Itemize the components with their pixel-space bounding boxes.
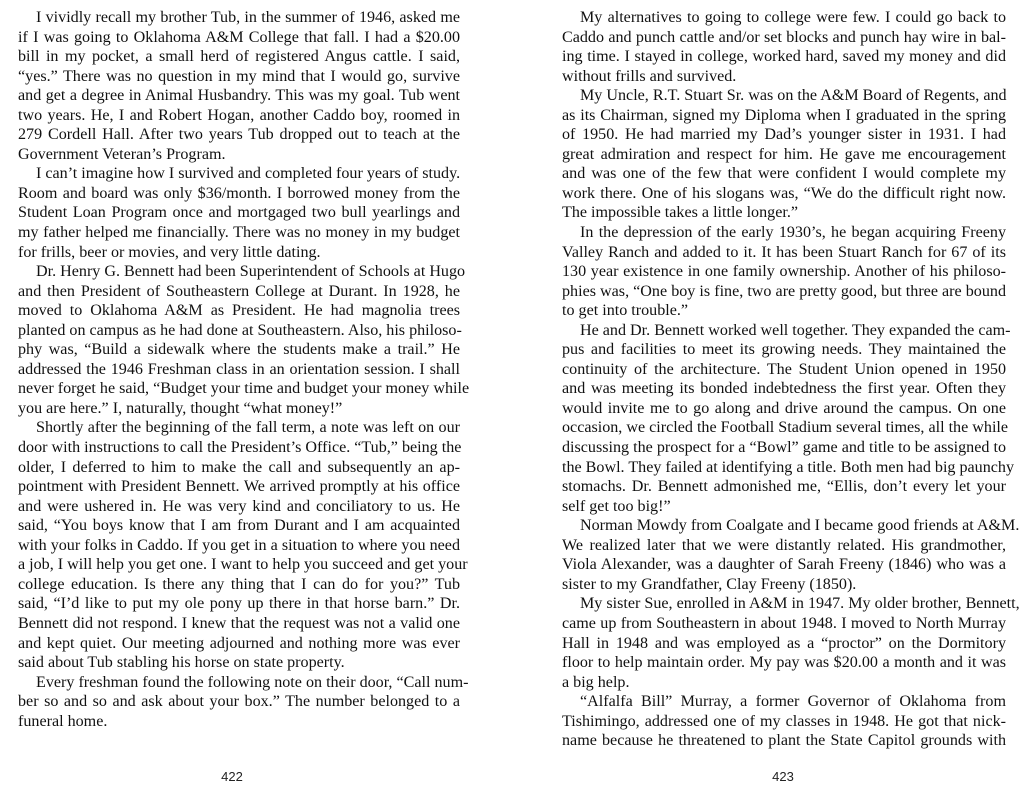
- text-line: door with instructions to call the President’s Office. “Tub,” being the: [18, 439, 462, 457]
- text-line: funeral home.: [18, 712, 108, 730]
- text-line: my father helped me financially. There was no money in my budget: [18, 224, 460, 242]
- text-line: as its Chairman, signed my Diploma when I graduated in the spring: [562, 106, 1006, 124]
- text-line: phies was, “One boy is fine, two are pretty good, but three are bound: [562, 282, 1006, 300]
- text-line: Every freshman found the following note on their door, “Call num-: [36, 673, 469, 691]
- text-line: ing time. I stayed in college, worked hard, saved my money and did: [562, 48, 1006, 66]
- text-line: older, I deferred to him to make the call and subsequently an ap-: [18, 458, 460, 476]
- page-number: 423: [772, 769, 794, 784]
- paragraph: [18, 673, 469, 732]
- right-page-text: [562, 8, 1020, 751]
- text-line: 279 Cordell Hall. After two years Tub dropped out to teach at the: [18, 126, 460, 144]
- text-line: “yes.” There was no question in my mind that I would go, survive: [18, 67, 460, 85]
- text-line: “Alfalfa Bill” Murray, a former Governor of Oklahoma from: [580, 693, 1006, 711]
- text-line: My Uncle, R.T. Stuart Sr. was on the A&M Board of Regents, and: [580, 87, 1007, 105]
- paragraph: [562, 223, 1006, 321]
- text-line: if I was going to Oklahoma A&M College that fall. I had a $20.00: [18, 28, 460, 46]
- text-line: pointment with President Bennett. We arrived promptly at his office: [18, 478, 460, 496]
- paragraph: [18, 418, 468, 672]
- text-line: would invite me to go along and drive around the campus. On one: [562, 399, 1006, 417]
- text-line: came up from Southeastern in about 1948. I moved to North Murray: [562, 614, 1006, 632]
- text-line: the Bowl. They failed at identifying a title. Both men had big paunchy: [562, 458, 1015, 476]
- paragraph: [562, 321, 1015, 516]
- text-line: Norman Mowdy from Coalgate and I became good friends at A&M.: [580, 517, 1020, 535]
- text-line: My alternatives to going to college were few. I could go back to: [580, 9, 1006, 26]
- text-line: Dr. Henry G. Bennett had been Superintendent of Schools at Hugo: [36, 263, 466, 281]
- text-line: said, “You boys know that I am from Durant and I am acquainted: [18, 517, 460, 535]
- paragraph: [18, 164, 460, 262]
- text-line: and was meeting its bonded indebtedness the first year. Often they: [562, 380, 1006, 398]
- paragraph: [562, 8, 1006, 86]
- text-line: In the depression of the early 1930’s, he began acquiring Freeny: [580, 224, 1006, 242]
- text-line: planted on campus as he had done at Southeastern. Also, his philoso-: [18, 321, 462, 339]
- text-line: occasion, we circled the Football Stadium several times, all the while: [562, 419, 1009, 437]
- text-line: never forget he said, “Budget your time and budget your money while: [18, 380, 470, 398]
- text-line: college education. Is there any thing that I can do for you?” Tub: [18, 575, 460, 593]
- text-line: discussing the prospect for a “Bowl” game and title to be assigned to: [562, 439, 1006, 457]
- text-line: bill in my pocket, a small herd of registered Angus cattle. I said,: [18, 48, 460, 66]
- text-line: with your folks in Caddo. If you get in a situation to where you need: [18, 536, 460, 554]
- paragraph: [562, 86, 1006, 223]
- text-line: you are here.” I, naturally, thought “what money!”: [18, 399, 343, 417]
- left-page-text: [18, 8, 470, 731]
- text-line: name because he threatened to plant the State Capitol grounds with: [562, 732, 1006, 750]
- text-line: Government Veteran’s Program.: [18, 145, 226, 163]
- text-line: Caddo and punch cattle and/or set blocks and punch hay wire in bal-: [562, 28, 1006, 46]
- text-line: He and Dr. Bennett worked well together. They expanded the cam-: [580, 321, 1011, 339]
- text-line: ber so and so and ask about your box.” The number belonged to a: [18, 693, 460, 711]
- text-line: I vividly recall my brother Tub, in the summer of 1946, asked me: [36, 9, 460, 26]
- text-line: Student Loan Program once and mortgaged two bull yearlings and: [18, 204, 460, 222]
- text-line: Shortly after the beginning of the fall term, a note was left on our: [36, 419, 460, 437]
- right-page: [512, 0, 1024, 793]
- text-line: stomachs. Dr. Bennett admonished me, “Ellis, don’t every let your: [562, 478, 1006, 496]
- text-line: phy was, “Build a sidewalk where the students make a trail.” He: [18, 341, 460, 359]
- text-line: and get a degree in Animal Husbandry. This was my goal. Tub went: [18, 87, 460, 105]
- text-line: a big help.: [562, 673, 630, 691]
- text-line: My sister Sue, enrolled in A&M in 1947. My older brother, Bennett,: [580, 595, 1020, 613]
- paragraph: [18, 8, 460, 164]
- text-line: Hall in 1948 and was employed as a “proctor” on the Dormitory: [562, 634, 1006, 652]
- text-line: addressed the 1946 Freshman class in an orientation session. I shall: [18, 360, 460, 378]
- text-line: Tishimingo, addressed one of my classes in 1948. He got that nick-: [562, 712, 1006, 730]
- text-line: of 1950. He had married my Dad’s younger sister in 1931. I had: [562, 126, 1006, 144]
- text-line: two years. He, I and Robert Hogan, another Caddo boy, roomed in: [18, 106, 460, 124]
- text-line: Room and board was only $36/month. I borrowed money from the: [18, 184, 460, 202]
- text-line: The impossible takes a little longer.”: [562, 204, 798, 222]
- text-line: for frills, beer or movies, and very little dating.: [18, 243, 321, 261]
- text-line: said, “I’d like to put my ole pony up there in that horse barn.” Dr.: [18, 595, 460, 613]
- paragraph: [18, 262, 470, 418]
- text-line: I can’t imagine how I survived and completed four years of study.: [36, 165, 461, 183]
- paragraph: [562, 692, 1006, 751]
- text-line: self get too big!”: [562, 497, 671, 515]
- text-line: We realized later that we were distantly related. His grandmother,: [562, 536, 1006, 554]
- text-line: and was one of the few that were confident I would complete my: [562, 165, 1006, 183]
- text-line: work there. One of his slogans was, “We do the difficult right now.: [562, 184, 1006, 202]
- text-line: floor to help maintain order. My pay was $20.00 a month and it was: [562, 654, 1006, 672]
- text-line: moved to Oklahoma A&M as President. He had magnolia trees: [18, 302, 460, 320]
- page-number: 422: [221, 769, 243, 784]
- text-line: continuity of the architecture. The Student Union opened in 1950: [562, 360, 1006, 378]
- text-line: a job, I will help you get one. I want to help you succeed and get your: [18, 556, 468, 574]
- text-line: and then President of Southeastern College at Durant. In 1928, he: [18, 282, 460, 300]
- text-line: Viola Alexander, was a daughter of Sarah Freeny (1846) who was a: [562, 556, 1006, 574]
- text-line: said about Tub stabling his horse on state property.: [18, 654, 345, 672]
- paragraph: [562, 516, 1020, 594]
- text-line: Bennett did not respond. I knew that the request was not a valid one: [18, 614, 460, 632]
- text-line: to get into trouble.”: [562, 302, 689, 320]
- text-line: sister to my Grandfather, Clay Freeny (1850).: [562, 575, 857, 593]
- paragraph: [562, 594, 1020, 692]
- text-line: without frills and survived.: [562, 67, 737, 85]
- text-line: pus and facilities to meet its growing needs. They maintained the: [562, 341, 1006, 359]
- text-line: great admiration and respect for him. He gave me encouragement: [562, 145, 1006, 163]
- text-line: Valley Ranch and added to it. It has been Stuart Ranch for 67 of its: [562, 243, 1006, 261]
- text-line: 130 year existence in one family ownership. Another of his philoso-: [562, 263, 1006, 281]
- text-line: and were ushered in. He was very kind and conciliatory to us. He: [18, 497, 460, 515]
- text-line: and kept quiet. Our meeting adjourned and nothing more was ever: [18, 634, 460, 652]
